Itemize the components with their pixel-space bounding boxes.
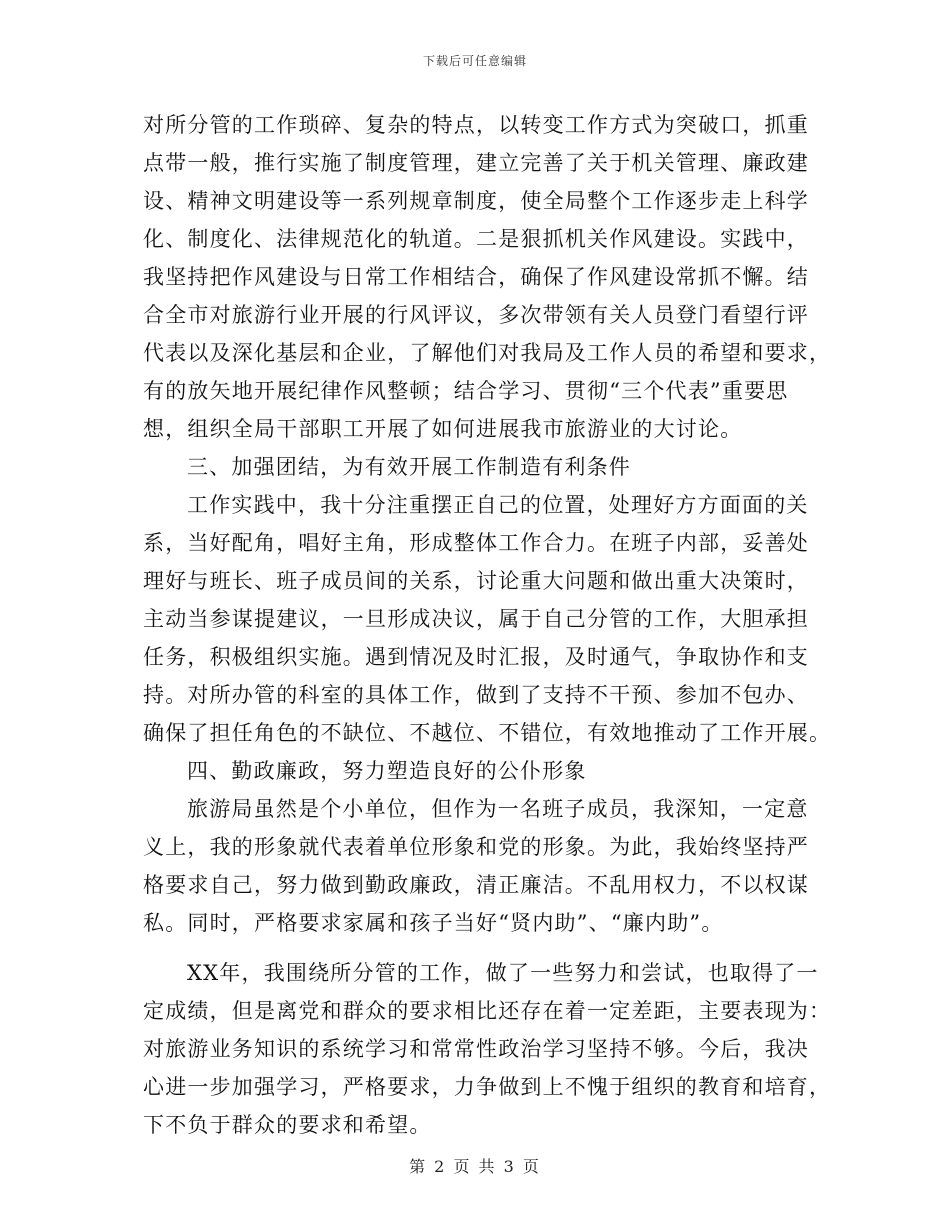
- text-line: 对旅游业务知识的系统学习和常常性政治学习坚持不够。今后，我决: [143, 1037, 809, 1061]
- text-line: 持。对所办管的科室的具体工作，做到了支持不干预、参加不包办、: [143, 683, 809, 707]
- text-line: 想，组织全局干部职工开展了如何进展我市旅游业的大讨论。: [143, 417, 743, 441]
- section-heading: 三、加强团结，为有效开展工作制造有利条件: [187, 455, 631, 479]
- text-line: 旅游局虽然是个小单位，但作为一名班子成员，我深知，一定意: [187, 797, 809, 821]
- text-line: 有的放矢地开展纪律作风整顿；结合学习、贯彻“三个代表”重要思: [143, 379, 789, 403]
- text-line: 化、制度化、法律规范化的轨道。二是狠抓机关作风建设。实践中，: [143, 227, 809, 251]
- text-line: 心进一步加强学习，严格要求，力争做到上不愧于组织的教育和培育，: [143, 1075, 832, 1099]
- section-heading: 四、勤政廉政，努力塑造良好的公仆形象: [187, 759, 587, 783]
- text-line: 下不负于群众的要求和希望。: [143, 1113, 432, 1137]
- text-line: XX年，我围绕所分管的工作，做了一些努力和尝试，也取得了一: [187, 961, 819, 985]
- text-line: 定成绩，但是离党和群众的要求相比还存在着一定差距，主要表现为：: [143, 999, 832, 1023]
- text-line: 工作实践中，我十分注重摆正自己的位置，处理好方方面面的关: [187, 493, 809, 517]
- text-line: 代表以及深化基层和企业，了解他们对我局及工作人员的希望和要求，: [143, 341, 832, 365]
- text-line: 理好与班长、班子成员间的关系，讨论重大问题和做出重大决策时，: [143, 569, 809, 593]
- text-line: 设、精神文明建设等一系列规章制度，使全局整个工作逐步走上科学: [143, 189, 809, 213]
- text-line: 格要求自己，努力做到勤政廉政，清正廉洁。不乱用权力，不以权谋: [143, 873, 809, 897]
- text-line: 义上，我的形象就代表着单位形象和党的形象。为此，我始终坚持严: [143, 835, 809, 859]
- text-line: 私。同时，严格要求家属和孩子当好“贤内助”、“廉内助”。: [143, 911, 724, 935]
- page-number: 第 2 页 共 3 页: [409, 1157, 541, 1176]
- text-line: 任务，积极组织实施。遇到情况及时汇报，及时通气，争取协作和支: [143, 645, 809, 669]
- text-line: 主动当参谋提建议，一旦形成决议，属于自己分管的工作，大胆承担: [143, 607, 809, 631]
- text-line: 点带一般，推行实施了制度管理，建立完善了关于机关管理、廉政建: [143, 151, 809, 175]
- text-line: 合全市对旅游行业开展的行风评议，多次带领有关人员登门看望行评: [143, 303, 809, 327]
- text-line: 我坚持把作风建设与日常工作相结合，确保了作风建设常抓不懈。结: [143, 265, 809, 289]
- text-line: 确保了担任角色的不缺位、不越位、不错位，有效地推动了工作开展。: [143, 721, 832, 745]
- page-header: 下载后可任意编辑: [422, 54, 527, 68]
- paragraph-gap: [143, 942, 807, 954]
- document-body: [143, 106, 832, 1144]
- text-line: 系，当好配角，唱好主角，形成整体工作合力。在班子内部，妥善处: [143, 531, 809, 555]
- text-line: 对所分管的工作琐碎、复杂的特点，以转变工作方式为突破口，抓重: [143, 113, 809, 137]
